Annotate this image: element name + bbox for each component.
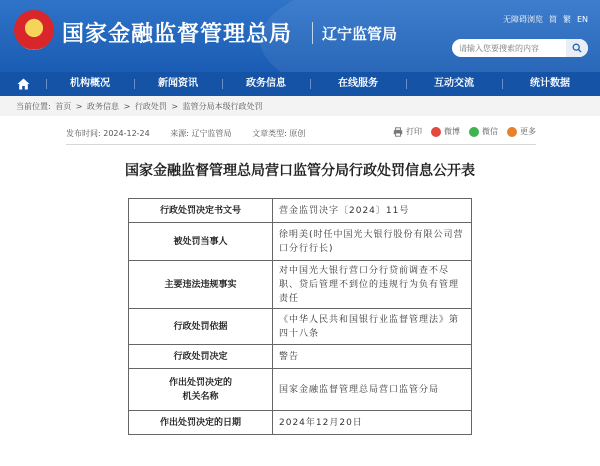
nav-item-news[interactable]: 新闻资讯 [134, 72, 222, 96]
row-key: 行政处罚决定书文号 [129, 199, 273, 223]
row-value: 《中华人民共和国银行业监督管理法》第四十八条 [273, 309, 472, 345]
site-header [0, 0, 600, 72]
main-nav [0, 72, 600, 96]
sub-title[interactable]: 辽宁监管局 [322, 25, 398, 43]
row-key: 主要违法违规事实 [129, 261, 273, 309]
article-type: 文章类型: 原创 [252, 129, 306, 138]
row-value: 2024年12月20日 [273, 411, 472, 435]
title-divider [312, 22, 313, 44]
search-button[interactable] [566, 39, 588, 57]
article-meta [66, 128, 309, 139]
table-row [129, 369, 472, 411]
row-key: 作出处罚决定的 机关名称 [129, 369, 273, 411]
more-link[interactable]: 更多 [520, 127, 536, 136]
nav-item-interaction[interactable]: 互动交流 [406, 72, 502, 96]
content-panel [0, 116, 600, 466]
national-emblem-icon[interactable]: ★ [14, 10, 54, 50]
site-title[interactable]: 国家金融监督管理总局 [62, 22, 293, 47]
breadcrumb-label: 当前位置: [16, 102, 51, 111]
nav-item-government[interactable]: 政务信息 [222, 72, 310, 96]
search-input[interactable] [452, 39, 568, 57]
nav-item-online-service[interactable]: 在线服务 [310, 72, 406, 96]
wechat-link[interactable]: 微信 [482, 127, 498, 136]
breadcrumb-sep: > [123, 102, 131, 111]
row-key: 行政处罚依据 [129, 309, 273, 345]
breadcrumb-government[interactable]: 政务信息 [87, 102, 120, 111]
simplified-link[interactable]: 简 [548, 15, 557, 24]
row-value: 国家金融监督管理总局营口监管分局 [273, 369, 472, 411]
home-button[interactable] [0, 72, 46, 96]
row-value: 警告 [273, 345, 472, 369]
article-source: 来源: 辽宁监管局 [170, 129, 232, 138]
weibo-link[interactable]: 微博 [444, 127, 460, 136]
row-key: 行政处罚决定 [129, 345, 273, 369]
nav-item-statistics[interactable]: 统计数据 [502, 72, 598, 96]
print-link[interactable]: 打印 [406, 127, 422, 136]
breadcrumb-sep: > [171, 102, 179, 111]
row-key: 被处罚当事人 [129, 223, 273, 261]
table-row [129, 261, 472, 309]
share-bar [393, 126, 536, 137]
publish-time: 发布时间: 2024-12-24 [66, 129, 150, 138]
table-row [129, 345, 472, 369]
english-link[interactable]: EN [576, 15, 588, 24]
penalty-info-table [128, 198, 472, 435]
breadcrumb-penalty[interactable]: 行政处罚 [134, 102, 167, 111]
table-row [129, 309, 472, 345]
top-links [503, 14, 588, 25]
breadcrumb-sep: > [75, 102, 83, 111]
breadcrumb-home[interactable]: 首页 [55, 102, 72, 111]
row-value: 徐明美(时任中国光大银行股份有限公司营口分行行长) [273, 223, 472, 261]
table-row [129, 199, 472, 223]
more-icon[interactable] [507, 127, 517, 137]
wechat-icon[interactable] [469, 127, 479, 137]
header-decoration [260, 0, 600, 72]
print-icon[interactable] [393, 127, 403, 137]
breadcrumb [16, 101, 265, 112]
breadcrumb-branch-penalty[interactable]: 监管分局本级行政处罚 [182, 102, 263, 111]
row-key: 作出处罚决定的日期 [129, 411, 273, 435]
traditional-link[interactable]: 繁 [562, 15, 571, 24]
search-icon [572, 43, 582, 53]
row-value: 营金监罚决字〔2024〕11号 [273, 199, 472, 223]
home-icon [17, 78, 30, 90]
table-row [129, 223, 472, 261]
document-title: 国家金融监督管理总局营口监管分局行政处罚信息公开表 [125, 163, 475, 179]
weibo-icon[interactable] [431, 127, 441, 137]
row-value: 对中国光大银行营口分行贷前调查不尽职、贷后管理不到位的违规行为负有管理责任 [273, 261, 472, 309]
search-box [452, 39, 588, 57]
accessibility-link[interactable]: 无障碍浏览 [502, 15, 543, 24]
nav-item-about[interactable]: 机构概况 [46, 72, 134, 96]
table-row [129, 411, 472, 435]
meta-divider [66, 144, 536, 145]
